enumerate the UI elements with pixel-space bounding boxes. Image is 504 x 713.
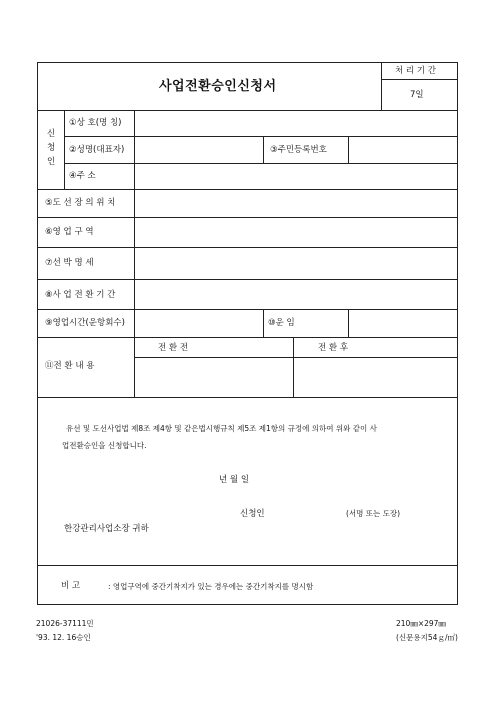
fare-label: ⑩운 임 [268,318,295,328]
statement-line-1: 유선 및 도선사업법 제8조 제4항 및 같은법시행규칙 제5조 제1항의 규정에 의하여 위와 같이 사 [66,424,377,433]
name-representative-label: ②성명(대표자) [69,145,125,155]
change-content-label: ⑪전 환 내 용 [45,361,95,371]
approval-date: '93. 12. 16승인 [36,633,91,642]
paper-size: 210㎜×297㎜ [396,619,446,628]
vessel-details-field[interactable] [136,249,456,277]
address-field[interactable] [136,165,456,187]
paper-spec: (신문용지54ｇ/㎡) [396,633,458,642]
name-representative-field[interactable] [136,138,261,161]
resident-number-label: ③주민등록번호 [270,145,327,155]
note-text: : 영업구역에 중간기착지가 있는 경우에는 중간기착지를 명시함 [108,582,314,591]
processing-period-value: 7일 [410,90,424,100]
before-change-field[interactable] [136,359,291,395]
address-label: ④주 소 [69,171,96,181]
vessel-details-label: ⑦선 박 명 세 [45,258,94,268]
resident-number-field[interactable] [350,138,456,161]
after-change-header: 전 환 후 [318,343,349,353]
form-title: 사업전환승인신청서 [159,79,277,94]
date-line: 년 월 일 [219,475,250,485]
business-change-period-field[interactable] [136,281,456,307]
ferry-location-label: ⑤도 선 장 의 위 치 [45,198,116,208]
fare-field[interactable] [350,311,456,335]
note-label: 비 고 [61,581,81,591]
applicant-group-label-1: 신 [47,129,56,139]
before-change-header: 전 환 전 [158,343,189,353]
signature-label: (서명 또는 도장) [346,509,401,518]
ferry-location-field[interactable] [136,191,456,215]
statement-line-2: 업전환승인을 신청합니다. [62,441,147,450]
trade-name-field[interactable] [136,112,456,134]
business-hours-label: ⑨영업시간(운항회수) [45,318,125,328]
business-change-period-label: ⑧사 업 전 환 기 간 [45,290,116,300]
applicant-group-label-2: 청 [47,143,56,153]
form-number: 21026-37111민 [36,619,94,628]
business-area-field[interactable] [136,219,456,245]
business-area-label: ⑥영 업 구 역 [45,227,94,237]
business-hours-field[interactable] [136,311,261,335]
applicant-label: 신청인 [240,509,265,519]
recipient: 한강관리사업소장 귀하 [64,524,149,534]
processing-period-label: 처 리 기 간 [395,66,436,76]
applicant-signature-field[interactable] [272,505,338,521]
trade-name-label: ①상 호(명 칭) [69,118,122,128]
after-change-field[interactable] [295,359,456,395]
applicant-group-label-3: 인 [47,157,56,167]
